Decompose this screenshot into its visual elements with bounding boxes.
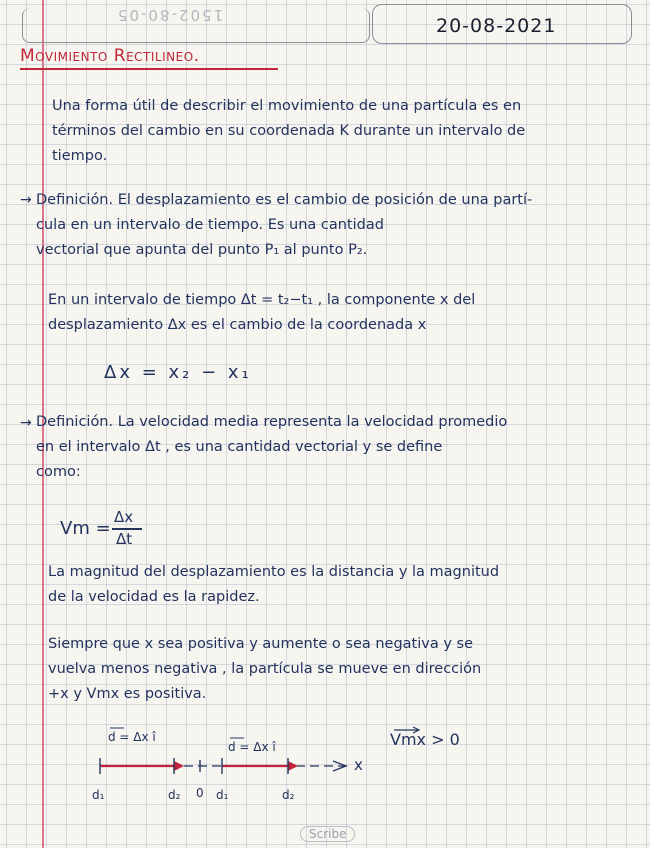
velocity-equation-denominator: Δt (116, 530, 133, 548)
displacement-vector-1-head (174, 761, 184, 771)
intro-paragraph: Una forma útil de describir el movimiento de una partícula es en términos del cambio en su coordenada K durante un intervalo de tiempo. (52, 98, 526, 164)
title-underline (20, 68, 278, 70)
tick-label: d₂ (168, 788, 181, 802)
vector2-label: d = Δx î (228, 740, 276, 754)
page-title: Movimiento Rectilineo. (20, 46, 200, 66)
definition2-text: Definición. La velocidad media representa la velocidad promedio en el intervalo Δt , es una cantidad vectorial y se define como: (36, 414, 508, 480)
x-axis-label: x (354, 756, 363, 774)
tick-label: d₁ (216, 788, 229, 802)
interval-paragraph: En un intervalo de tiempo Δt = t₂−t₁ , la componente x del desplazamiento Δx es el cambio de la coordenada x (48, 292, 476, 333)
faint-mirrored-date: 1502-80-05 (116, 6, 224, 24)
velocity-equation (60, 508, 160, 550)
displacement-diagram (78, 720, 598, 830)
velocity-equation-lhs: Vm = (60, 518, 111, 539)
page-date: 20-08-2021 (436, 15, 557, 37)
footer-watermark: Scribe (300, 826, 355, 842)
tick-label: d₂ (282, 788, 295, 802)
definition2-arrow: → (20, 415, 32, 431)
origin-label: 0 (196, 786, 204, 800)
definition1-arrow: → (20, 192, 32, 208)
velocity-equation-numerator: Δx (114, 508, 134, 526)
vector1-label: d = Δx î (108, 730, 156, 744)
displacement-equation: Δx = x₂ − x₁ (104, 362, 252, 383)
magnitude-paragraph: La magnitud del desplazamiento es la distancia y la magnitud de la velocidad es la rapidez. (48, 564, 500, 605)
diagram-svg (78, 720, 598, 830)
direction-paragraph: Siempre que x sea positiva y aumente o sea negativa y se vuelva menos negativa , la partícula se mueve en dirección +x y Vmx es positiva. (48, 636, 482, 702)
definition1-text: Definición. El desplazamiento es el cambio de posición de una partí- cula en un intervalo de tiempo. Es una cantidad vectorial que apunta del punto P₁ al punto P₂. (36, 192, 533, 258)
velocity-label: Vmx > 0 (390, 730, 460, 749)
displacement-vector-2-head (288, 761, 298, 771)
tick-label: d₁ (92, 788, 105, 802)
